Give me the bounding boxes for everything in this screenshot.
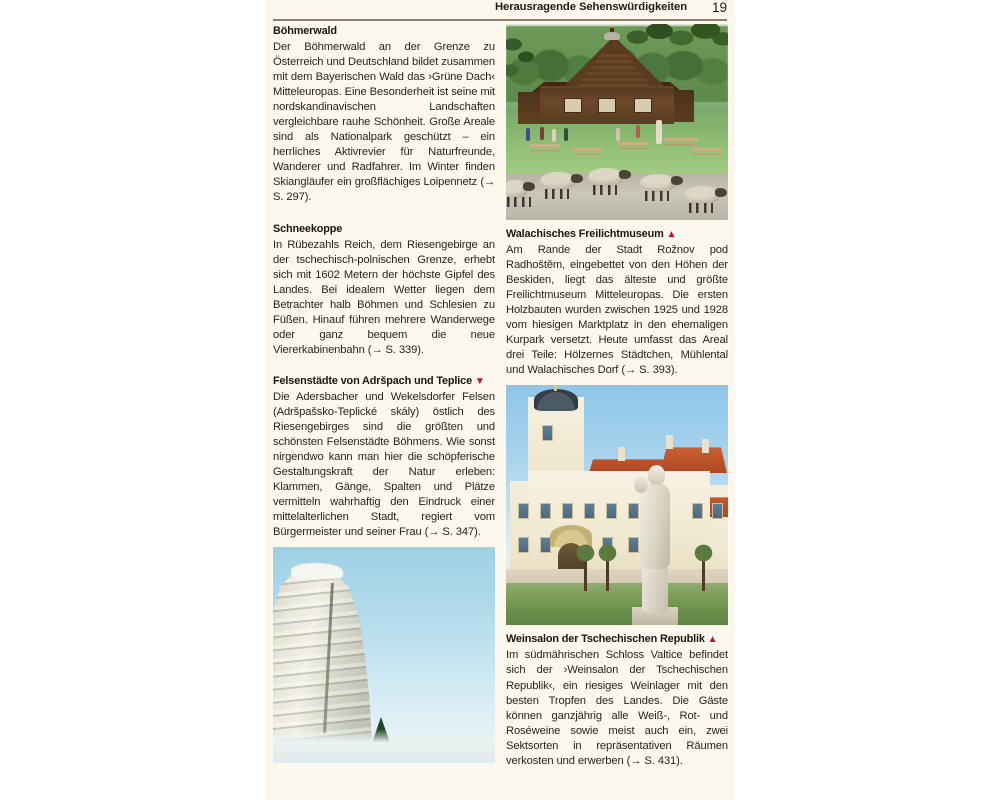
article-body: Am Rande der Stadt Rožnov pod Radhoštěm, eingebettet von den Höhen der Beskiden, liegt das älteste und größte Freilichtmuseum Mitteleuropas. Die ersten Holzbauten wurden zwischen 1925 und 1928 vom hiesigen Marktplatz in den ehemaligen Kurpark versetzt. Heute umfasst das Areal drei Teile: Hölzernes Städtchen, Mühlental und Walachisches Dorf (→ S. 393).	[506, 244, 728, 377]
article-walachisches-freilichtmuseum	[506, 227, 728, 378]
figure-gap	[506, 378, 728, 385]
article-felsenstaedte	[273, 374, 495, 540]
photo-window	[606, 503, 617, 519]
article-bohmerwald	[273, 24, 495, 206]
article-body: Im südmährischen Schloss Valtice befindet sich der ›Weinsalon der Tschechischen Republik‹, ein riesiges Weinlager mit den besten Tropfen des Landes. Die Gäste können ganzjährig alle Weiß-, Rot- und Roséweine sowie meist auch ein, zwei Sektsorten in repräsentativen Räumen verkosten und erwerben (→ S. 431).	[506, 649, 728, 767]
article-body: Die Adersbacher und Wekelsdorfer Felsen (Adršpašsko-Teplické skály) östlich des Riesengebirges sind die größten und schönsten Felsenstädte Böhmens. Wie sonst nirgendwo kann man hier die schöpferische Gestaltungskraft der Natur erleben: Klammen, Gänge, Spalten und Plätze vermitteln wahrhaftig den Eindruck einer mittelalterlichen Stadt, regiert vom Bürgermeister und seiner Frau (→ S. 347).	[273, 390, 495, 539]
photo-chimney	[666, 435, 673, 449]
photo-tower-dome	[534, 389, 578, 411]
article-heading-text: Böhmerwald	[273, 25, 337, 37]
article-heading	[273, 374, 495, 389]
photo-sheep	[640, 174, 676, 192]
photo-lawn	[506, 583, 728, 625]
photo-visitor	[552, 129, 556, 142]
figure-gap	[506, 220, 728, 227]
header-title: Herausragende Sehenswürdigkeiten	[494, 1, 687, 13]
photo-tree	[606, 551, 609, 591]
photo-window	[562, 503, 573, 519]
cross-reference-triangle-up-icon: ▲	[707, 634, 718, 646]
photo-visitor	[526, 128, 530, 141]
photo-bench	[530, 144, 560, 147]
photo-window	[518, 503, 529, 519]
photo-window	[692, 503, 703, 519]
page-number: 19	[711, 0, 727, 15]
photo-statue-torso	[640, 483, 670, 569]
photo-tree	[702, 551, 705, 591]
photo-window	[712, 503, 723, 519]
photo-sheep	[540, 172, 576, 190]
photo-sheep	[588, 168, 624, 186]
article-schneekoppe	[273, 222, 495, 358]
paragraph-gap	[273, 358, 495, 374]
photo-bench	[574, 148, 602, 151]
header-rule	[273, 19, 727, 21]
article-heading-text: Felsenstädte von Adršpach und Teplice	[273, 374, 472, 387]
photo-window	[518, 537, 529, 553]
article-heading	[506, 632, 728, 647]
photo-roof-cupola	[604, 32, 620, 40]
rock-formation-photo	[273, 547, 495, 763]
photo-visitor	[564, 128, 568, 141]
open-air-museum-photo	[506, 24, 728, 220]
photo-visitor	[636, 125, 640, 138]
photo-bench	[618, 142, 648, 145]
article-heading	[273, 222, 495, 237]
photo-window	[564, 98, 582, 113]
left-column	[273, 24, 495, 763]
photo-foliage	[506, 34, 542, 86]
article-body: In Rübezahls Reich, dem Riesengebirge an der tschechisch-polnischen Grenze, erhebt sich mit 1602 Metern der höchste Gipfel des Landes. Bei idealem Wetter liegen dem Betrachter halb Böhmen und Schlesien zu Füßen. Hinauf führen mehrere Wanderwege oder ganz bequem die neue Viererkabinenbahn (→ S. 339).	[273, 238, 495, 356]
photo-tower-finial	[554, 385, 557, 391]
photo-snow-cap	[291, 563, 343, 579]
photo-bench	[664, 138, 698, 141]
article-heading	[273, 24, 495, 39]
photo-chimney	[702, 439, 709, 453]
photo-foliage	[622, 24, 728, 60]
photo-statue-head	[648, 465, 665, 485]
photo-baroque-statue	[622, 449, 688, 625]
photo-visitor	[616, 128, 620, 141]
photo-window	[598, 98, 616, 113]
right-column	[506, 24, 728, 769]
photo-tower-window	[542, 425, 553, 441]
article-heading	[506, 227, 728, 242]
book-page-sheet	[265, 0, 735, 800]
photo-snow-ground	[273, 729, 495, 763]
cross-reference-triangle-down-icon: ▼	[474, 375, 485, 387]
photo-sheep	[506, 180, 528, 198]
figure-gap	[273, 540, 495, 547]
article-heading-text: Schneekoppe	[273, 222, 343, 235]
valtice-castle-photo	[506, 385, 728, 625]
photo-window	[540, 503, 551, 519]
article-weinsalon	[506, 632, 728, 768]
photo-window	[584, 503, 595, 519]
photo-bench	[692, 148, 722, 151]
photo-visitor	[656, 120, 662, 144]
cross-reference-triangle-up-icon: ▲	[666, 229, 677, 240]
paragraph-gap	[273, 206, 495, 222]
photo-sheep	[684, 186, 720, 204]
article-body: Der Böhmerwald an der Grenze zu Österreich und Deutschland bildet zusammen mit dem Bayerischen Wald das ›Grüne Dach‹ Mitteleuropas. Eine Besonderheit ist seine mit nordskandinavischen Landschaften vergleichbare rauhe Schönheit. Große Areale sind als Nationalpark geschützt – ein herrliches Aktivrevier für Naturfreunde, Wanderer und Radfahrer. Im Winter finden Skiangläufer ein großflächiges Loipennetz (→ S. 297).	[273, 41, 495, 204]
figure-gap	[506, 625, 728, 632]
photo-visitor	[540, 127, 544, 140]
photo-statue-legs	[642, 561, 668, 613]
photo-window	[634, 98, 652, 113]
article-heading-text: Walachisches Freilichtmuseum	[506, 228, 664, 240]
running-header	[273, 0, 727, 20]
photo-tree	[584, 551, 587, 591]
article-heading-text: Weinsalon der Tschechischen Republik	[506, 633, 705, 646]
